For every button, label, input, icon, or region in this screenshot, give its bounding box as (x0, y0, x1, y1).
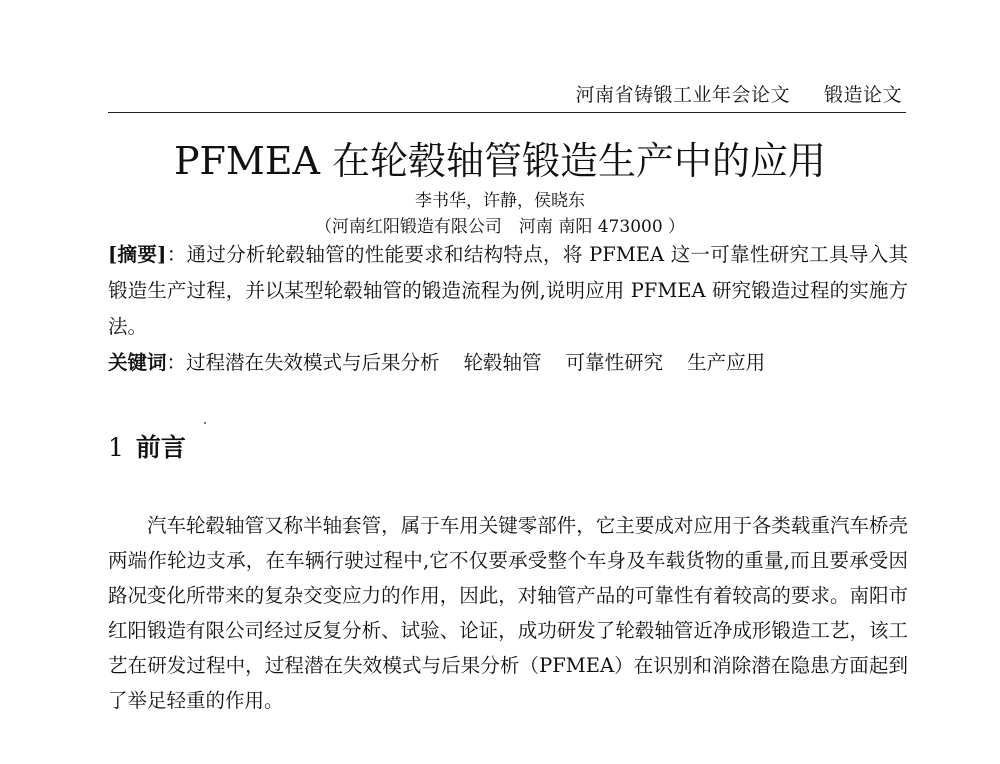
scan-speck (204, 422, 206, 424)
abstract (108, 237, 908, 345)
abstract-text: ：通过分析轮毂轴管的性能要求和结构特点，将 PFMEA 这一可靠性研究工具导入其锻造生产过程，并以某型轮毂轴管的锻造流程为例,说明应用 PFMEA 研究锻造过程的实施方法。 (108, 243, 909, 338)
keywords-colon: ： (166, 351, 187, 374)
running-header (575, 80, 902, 107)
keyword-item: 轮毂轴管 (463, 351, 542, 374)
header-rule (108, 112, 906, 113)
body-paragraph: 汽车轮毂轴管又称半轴套管，属于车用关键零部件，它主要成对应用于各类载重汽车桥壳两端作轮边支承，在车辆行驶过程中,它不仅要承受整个车身及车载货物的重量,而且要承受因路况变化所带来的复杂交变应力的作用，因此，对轴管产品的可靠性有着较高的要求。南阳市红阳锻造有限公司经过反复分析、试验、论证，成功研发了轮毂轴管近净成形锻造工艺，该工艺在研发过程中，过程潜在失效模式与后果分析（PFMEA）在识别和消除潜在隐患方面起到了举足轻重的作用。 (108, 514, 908, 712)
section-title: 前言 (135, 433, 186, 462)
keywords (108, 345, 908, 381)
paper-authors: 李书华，许静，侯晓东 (415, 191, 585, 211)
header-section: 锻造论文 (823, 84, 902, 106)
keyword-item: 过程潜在失效模式与后果分析 (186, 351, 440, 374)
section-heading (108, 428, 186, 464)
keywords-label: 关键词 (108, 351, 167, 374)
header-conference: 河南省铸锻工业年会论文 (575, 84, 790, 106)
abstract-label: [摘要] (108, 243, 167, 266)
paper-title: PFMEA 在轮毂轴管锻造生产中的应用 (173, 139, 827, 183)
keyword-item: 可靠性研究 (565, 351, 664, 374)
keyword-item: 生产应用 (687, 351, 766, 374)
paper-affiliation: （河南红阳锻造有限公司 河南 南阳 473000 ） (314, 217, 686, 237)
section-number: 1 (108, 433, 124, 462)
